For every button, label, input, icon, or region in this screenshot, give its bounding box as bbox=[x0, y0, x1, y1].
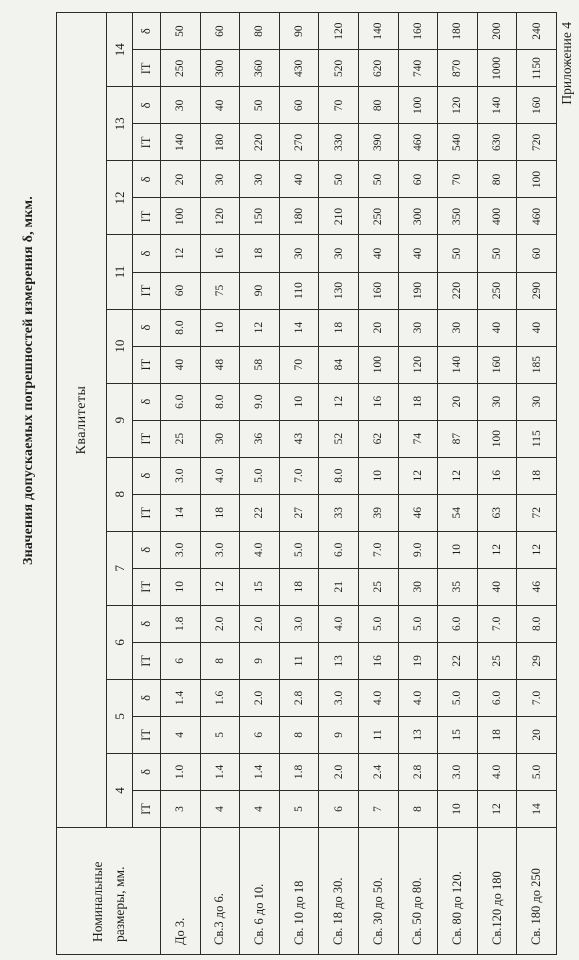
delta-value-cell: 18 bbox=[240, 235, 280, 272]
it-value-cell: 160 bbox=[477, 346, 517, 383]
delta-value-cell: 30 bbox=[477, 383, 517, 420]
it-value-cell: 190 bbox=[398, 272, 438, 309]
it-value-cell: 11 bbox=[279, 642, 319, 679]
row-label: Св. 50 до 80. bbox=[398, 828, 438, 955]
delta-value-cell: 140 bbox=[358, 13, 398, 50]
grade-header: 5 bbox=[107, 679, 133, 753]
it-value-cell: 6 bbox=[240, 716, 280, 753]
it-value-cell: 1000 bbox=[477, 50, 517, 87]
delta-value-cell: 60 bbox=[398, 161, 438, 198]
delta-value-cell: 8.0 bbox=[161, 309, 201, 346]
nominal-size-header: Номинальные размеры, мм. bbox=[57, 828, 161, 955]
it-value-cell: 460 bbox=[517, 198, 557, 235]
it-value-cell: 25 bbox=[477, 642, 517, 679]
delta-value-cell: 2.8 bbox=[279, 679, 319, 716]
delta-value-cell: 3.0 bbox=[279, 605, 319, 642]
delta-value-cell: 16 bbox=[200, 235, 240, 272]
header-row-grades bbox=[107, 13, 133, 955]
table-row bbox=[240, 13, 280, 955]
it-value-cell: 360 bbox=[240, 50, 280, 87]
delta-value-cell: 50 bbox=[438, 235, 478, 272]
it-value-cell: 74 bbox=[398, 420, 438, 457]
delta-value-cell: 60 bbox=[279, 87, 319, 124]
grade-header: 13 bbox=[107, 87, 133, 161]
grade-header: 11 bbox=[107, 235, 133, 309]
it-value-cell: 58 bbox=[240, 346, 280, 383]
table-row bbox=[161, 13, 201, 955]
delta-value-cell: 7.0 bbox=[517, 679, 557, 716]
delta-value-cell: 30 bbox=[517, 383, 557, 420]
it-value-cell: 39 bbox=[358, 494, 398, 531]
it-value-cell: 620 bbox=[358, 50, 398, 87]
delta-value-cell: 120 bbox=[319, 13, 359, 50]
delta-value-cell: 8.0 bbox=[319, 457, 359, 494]
it-value-cell: 110 bbox=[279, 272, 319, 309]
it-value-cell: 16 bbox=[358, 642, 398, 679]
delta-value-cell: 50 bbox=[319, 161, 359, 198]
delta-value-cell: 5.0 bbox=[517, 753, 557, 790]
subheader-it: IT bbox=[133, 346, 161, 383]
delta-value-cell: 40 bbox=[358, 235, 398, 272]
it-value-cell: 3 bbox=[161, 790, 201, 827]
it-value-cell: 12 bbox=[200, 568, 240, 605]
delta-value-cell: 100 bbox=[398, 87, 438, 124]
it-value-cell: 5 bbox=[279, 790, 319, 827]
it-value-cell: 100 bbox=[161, 198, 201, 235]
delta-value-cell: 8.0 bbox=[200, 383, 240, 420]
delta-value-cell: 18 bbox=[517, 457, 557, 494]
it-value-cell: 10 bbox=[438, 790, 478, 827]
delta-value-cell: 30 bbox=[438, 309, 478, 346]
grade-header: 10 bbox=[107, 309, 133, 383]
it-value-cell: 390 bbox=[358, 124, 398, 161]
it-value-cell: 130 bbox=[319, 272, 359, 309]
it-value-cell: 75 bbox=[200, 272, 240, 309]
it-value-cell: 8 bbox=[398, 790, 438, 827]
subheader-delta: δ bbox=[133, 605, 161, 642]
it-value-cell: 35 bbox=[438, 568, 478, 605]
delta-value-cell: 1.0 bbox=[161, 753, 201, 790]
it-value-cell: 120 bbox=[200, 198, 240, 235]
it-value-cell: 150 bbox=[240, 198, 280, 235]
table-row bbox=[200, 13, 240, 955]
it-value-cell: 115 bbox=[517, 420, 557, 457]
delta-value-cell: 10 bbox=[279, 383, 319, 420]
it-value-cell: 5 bbox=[200, 716, 240, 753]
it-value-cell: 430 bbox=[279, 50, 319, 87]
it-value-cell: 29 bbox=[517, 642, 557, 679]
delta-value-cell: 3.0 bbox=[319, 679, 359, 716]
row-label: До 3. bbox=[161, 828, 201, 955]
it-value-cell: 90 bbox=[240, 272, 280, 309]
row-label: Св.120 до 180 bbox=[477, 828, 517, 955]
delta-value-cell: 7.0 bbox=[477, 605, 517, 642]
delta-value-cell: 2.0 bbox=[200, 605, 240, 642]
delta-value-cell: 9.0 bbox=[240, 383, 280, 420]
delta-value-cell: 12 bbox=[240, 309, 280, 346]
it-value-cell: 60 bbox=[161, 272, 201, 309]
tolerance-table bbox=[56, 12, 557, 955]
delta-value-cell: 60 bbox=[200, 13, 240, 50]
subheader-it: IT bbox=[133, 50, 161, 87]
it-value-cell: 30 bbox=[398, 568, 438, 605]
it-value-cell: 87 bbox=[438, 420, 478, 457]
it-value-cell: 9 bbox=[319, 716, 359, 753]
delta-value-cell: 4.0 bbox=[319, 605, 359, 642]
delta-value-cell: 6.0 bbox=[438, 605, 478, 642]
table-row bbox=[358, 13, 398, 955]
it-value-cell: 8 bbox=[200, 642, 240, 679]
it-value-cell: 100 bbox=[358, 346, 398, 383]
delta-value-cell: 30 bbox=[240, 161, 280, 198]
it-value-cell: 22 bbox=[240, 494, 280, 531]
row-label: Св.3 до 6. bbox=[200, 828, 240, 955]
delta-value-cell: 40 bbox=[517, 309, 557, 346]
delta-value-cell: 1.4 bbox=[200, 753, 240, 790]
row-label: Св. 30 до 50. bbox=[358, 828, 398, 955]
delta-value-cell: 70 bbox=[438, 161, 478, 198]
it-value-cell: 14 bbox=[517, 790, 557, 827]
delta-value-cell: 40 bbox=[200, 87, 240, 124]
delta-value-cell: 2.0 bbox=[240, 679, 280, 716]
it-value-cell: 210 bbox=[319, 198, 359, 235]
it-value-cell: 30 bbox=[200, 420, 240, 457]
delta-value-cell: 10 bbox=[200, 309, 240, 346]
delta-value-cell: 80 bbox=[358, 87, 398, 124]
it-value-cell: 720 bbox=[517, 124, 557, 161]
it-value-cell: 300 bbox=[200, 50, 240, 87]
it-value-cell: 33 bbox=[319, 494, 359, 531]
table-row bbox=[279, 13, 319, 955]
it-value-cell: 70 bbox=[279, 346, 319, 383]
delta-value-cell: 7.0 bbox=[358, 531, 398, 568]
subheader-delta: δ bbox=[133, 679, 161, 716]
it-value-cell: 54 bbox=[438, 494, 478, 531]
delta-value-cell: 50 bbox=[161, 13, 201, 50]
delta-value-cell: 4.0 bbox=[477, 753, 517, 790]
it-value-cell: 460 bbox=[398, 124, 438, 161]
delta-value-cell: 120 bbox=[438, 87, 478, 124]
delta-value-cell: 70 bbox=[319, 87, 359, 124]
grade-header: 8 bbox=[107, 457, 133, 531]
delta-value-cell: 160 bbox=[398, 13, 438, 50]
it-value-cell: 6 bbox=[161, 642, 201, 679]
delta-value-cell: 12 bbox=[319, 383, 359, 420]
it-value-cell: 52 bbox=[319, 420, 359, 457]
delta-value-cell: 30 bbox=[279, 235, 319, 272]
delta-value-cell: 6.0 bbox=[161, 383, 201, 420]
subheader-it: IT bbox=[133, 790, 161, 827]
it-value-cell: 62 bbox=[358, 420, 398, 457]
delta-value-cell: 1.8 bbox=[279, 753, 319, 790]
delta-value-cell: 5.0 bbox=[358, 605, 398, 642]
table-head bbox=[57, 13, 161, 955]
it-value-cell: 270 bbox=[279, 124, 319, 161]
it-value-cell: 400 bbox=[477, 198, 517, 235]
it-value-cell: 330 bbox=[319, 124, 359, 161]
it-value-cell: 290 bbox=[517, 272, 557, 309]
delta-value-cell: 12 bbox=[398, 457, 438, 494]
it-value-cell: 185 bbox=[517, 346, 557, 383]
grade-header: 6 bbox=[107, 605, 133, 679]
delta-value-cell: 30 bbox=[319, 235, 359, 272]
it-value-cell: 540 bbox=[438, 124, 478, 161]
delta-value-cell: 60 bbox=[517, 235, 557, 272]
row-label: Св. 10 до 18 bbox=[279, 828, 319, 955]
table-row bbox=[319, 13, 359, 955]
subheader-it: IT bbox=[133, 716, 161, 753]
delta-value-cell: 4.0 bbox=[240, 531, 280, 568]
it-value-cell: 12 bbox=[477, 790, 517, 827]
delta-value-cell: 16 bbox=[477, 457, 517, 494]
it-value-cell: 14 bbox=[161, 494, 201, 531]
it-value-cell: 250 bbox=[358, 198, 398, 235]
delta-value-cell: 5.0 bbox=[240, 457, 280, 494]
it-value-cell: 250 bbox=[161, 50, 201, 87]
it-value-cell: 140 bbox=[161, 124, 201, 161]
table-body bbox=[161, 13, 557, 955]
it-value-cell: 180 bbox=[279, 198, 319, 235]
it-value-cell: 160 bbox=[358, 272, 398, 309]
subheader-delta: δ bbox=[133, 87, 161, 124]
it-value-cell: 40 bbox=[161, 346, 201, 383]
it-value-cell: 220 bbox=[240, 124, 280, 161]
it-value-cell: 27 bbox=[279, 494, 319, 531]
delta-value-cell: 1.8 bbox=[161, 605, 201, 642]
delta-value-cell: 12 bbox=[517, 531, 557, 568]
row-label: Св. 180 до 250 bbox=[517, 828, 557, 955]
subheader-it: IT bbox=[133, 272, 161, 309]
delta-value-cell: 5.0 bbox=[279, 531, 319, 568]
delta-value-cell: 200 bbox=[477, 13, 517, 50]
delta-value-cell: 20 bbox=[438, 383, 478, 420]
delta-value-cell: 4.0 bbox=[200, 457, 240, 494]
it-value-cell: 350 bbox=[438, 198, 478, 235]
it-value-cell: 120 bbox=[398, 346, 438, 383]
it-value-cell: 740 bbox=[398, 50, 438, 87]
it-value-cell: 84 bbox=[319, 346, 359, 383]
it-value-cell: 4 bbox=[200, 790, 240, 827]
delta-value-cell: 1.4 bbox=[240, 753, 280, 790]
delta-value-cell: 4.0 bbox=[358, 679, 398, 716]
it-value-cell: 46 bbox=[398, 494, 438, 531]
delta-value-cell: 16 bbox=[358, 383, 398, 420]
delta-value-cell: 50 bbox=[477, 235, 517, 272]
delta-value-cell: 5.0 bbox=[438, 679, 478, 716]
it-value-cell: 520 bbox=[319, 50, 359, 87]
row-label: Св. 80 до 120. bbox=[438, 828, 478, 955]
delta-value-cell: 50 bbox=[358, 161, 398, 198]
delta-value-cell: 90 bbox=[279, 13, 319, 50]
delta-value-cell: 8.0 bbox=[517, 605, 557, 642]
subheader-it: IT bbox=[133, 494, 161, 531]
delta-value-cell: 6.0 bbox=[477, 679, 517, 716]
it-value-cell: 18 bbox=[477, 716, 517, 753]
delta-value-cell: 12 bbox=[477, 531, 517, 568]
it-value-cell: 11 bbox=[358, 716, 398, 753]
grade-header: 7 bbox=[107, 531, 133, 605]
subheader-it: IT bbox=[133, 124, 161, 161]
it-value-cell: 9 bbox=[240, 642, 280, 679]
it-value-cell: 6 bbox=[319, 790, 359, 827]
subheader-delta: δ bbox=[133, 161, 161, 198]
it-value-cell: 13 bbox=[398, 716, 438, 753]
it-value-cell: 18 bbox=[200, 494, 240, 531]
delta-value-cell: 40 bbox=[398, 235, 438, 272]
delta-value-cell: 2.4 bbox=[358, 753, 398, 790]
delta-value-cell: 18 bbox=[398, 383, 438, 420]
it-value-cell: 25 bbox=[161, 420, 201, 457]
it-value-cell: 46 bbox=[517, 568, 557, 605]
subheader-it: IT bbox=[133, 642, 161, 679]
subheader-delta: δ bbox=[133, 531, 161, 568]
delta-value-cell: 2.0 bbox=[319, 753, 359, 790]
it-value-cell: 140 bbox=[438, 346, 478, 383]
delta-value-cell: 160 bbox=[517, 87, 557, 124]
table-title: Значения допускаемых погрешностей измерения δ, мкм. bbox=[21, 196, 36, 565]
delta-value-cell: 1.4 bbox=[161, 679, 201, 716]
delta-value-cell: 30 bbox=[200, 161, 240, 198]
delta-value-cell: 40 bbox=[477, 309, 517, 346]
subheader-delta: δ bbox=[133, 309, 161, 346]
subheader-it: IT bbox=[133, 568, 161, 605]
table-row bbox=[517, 13, 557, 955]
subheader-delta: δ bbox=[133, 235, 161, 272]
delta-value-cell: 100 bbox=[517, 161, 557, 198]
subheader-delta: δ bbox=[133, 13, 161, 50]
grade-header: 12 bbox=[107, 161, 133, 235]
it-value-cell: 100 bbox=[477, 420, 517, 457]
delta-value-cell: 6.0 bbox=[319, 531, 359, 568]
delta-value-cell: 3.0 bbox=[438, 753, 478, 790]
delta-value-cell: 10 bbox=[358, 457, 398, 494]
delta-value-cell: 140 bbox=[477, 87, 517, 124]
subheader-delta: δ bbox=[133, 753, 161, 790]
delta-value-cell: 80 bbox=[240, 13, 280, 50]
it-value-cell: 22 bbox=[438, 642, 478, 679]
it-value-cell: 19 bbox=[398, 642, 438, 679]
delta-value-cell: 12 bbox=[438, 457, 478, 494]
delta-value-cell: 7.0 bbox=[279, 457, 319, 494]
it-value-cell: 15 bbox=[240, 568, 280, 605]
subheader-delta: δ bbox=[133, 457, 161, 494]
it-value-cell: 220 bbox=[438, 272, 478, 309]
delta-value-cell: 30 bbox=[161, 87, 201, 124]
it-value-cell: 21 bbox=[319, 568, 359, 605]
it-value-cell: 18 bbox=[279, 568, 319, 605]
it-value-cell: 1150 bbox=[517, 50, 557, 87]
it-value-cell: 13 bbox=[319, 642, 359, 679]
row-label: Св. 18 до 30. bbox=[319, 828, 359, 955]
delta-value-cell: 18 bbox=[319, 309, 359, 346]
delta-value-cell: 2.0 bbox=[240, 605, 280, 642]
it-value-cell: 630 bbox=[477, 124, 517, 161]
subheader-delta: δ bbox=[133, 383, 161, 420]
grade-header: 4 bbox=[107, 753, 133, 827]
it-value-cell: 4 bbox=[161, 716, 201, 753]
appendix-label: Приложение 4 bbox=[559, 22, 574, 105]
it-value-cell: 870 bbox=[438, 50, 478, 87]
grade-header: 9 bbox=[107, 383, 133, 457]
delta-value-cell: 240 bbox=[517, 13, 557, 50]
grade-header: 14 bbox=[107, 13, 133, 87]
it-value-cell: 15 bbox=[438, 716, 478, 753]
header-row-group bbox=[57, 13, 107, 955]
table-row bbox=[477, 13, 517, 955]
delta-value-cell: 9.0 bbox=[398, 531, 438, 568]
header-row-subheaders bbox=[133, 13, 161, 955]
delta-value-cell: 80 bbox=[477, 161, 517, 198]
it-value-cell: 8 bbox=[279, 716, 319, 753]
delta-value-cell: 180 bbox=[438, 13, 478, 50]
delta-value-cell: 12 bbox=[161, 235, 201, 272]
it-value-cell: 250 bbox=[477, 272, 517, 309]
delta-value-cell: 4.0 bbox=[398, 679, 438, 716]
it-value-cell: 43 bbox=[279, 420, 319, 457]
table-row bbox=[398, 13, 438, 955]
delta-value-cell: 50 bbox=[240, 87, 280, 124]
it-value-cell: 63 bbox=[477, 494, 517, 531]
delta-value-cell: 30 bbox=[398, 309, 438, 346]
it-value-cell: 40 bbox=[477, 568, 517, 605]
it-value-cell: 7 bbox=[358, 790, 398, 827]
it-value-cell: 36 bbox=[240, 420, 280, 457]
it-value-cell: 25 bbox=[358, 568, 398, 605]
subheader-it: IT bbox=[133, 420, 161, 457]
delta-value-cell: 20 bbox=[358, 309, 398, 346]
row-label: Св. 6 до 10. bbox=[240, 828, 280, 955]
qualitet-group-header: Квалитеты bbox=[57, 13, 107, 828]
delta-value-cell: 14 bbox=[279, 309, 319, 346]
delta-value-cell: 10 bbox=[438, 531, 478, 568]
delta-value-cell: 5.0 bbox=[398, 605, 438, 642]
it-value-cell: 180 bbox=[200, 124, 240, 161]
delta-value-cell: 2.8 bbox=[398, 753, 438, 790]
it-value-cell: 72 bbox=[517, 494, 557, 531]
it-value-cell: 10 bbox=[161, 568, 201, 605]
it-value-cell: 20 bbox=[517, 716, 557, 753]
table-row bbox=[438, 13, 478, 955]
delta-value-cell: 3.0 bbox=[200, 531, 240, 568]
subheader-it: IT bbox=[133, 198, 161, 235]
it-value-cell: 48 bbox=[200, 346, 240, 383]
delta-value-cell: 3.0 bbox=[161, 457, 201, 494]
delta-value-cell: 1.6 bbox=[200, 679, 240, 716]
it-value-cell: 300 bbox=[398, 198, 438, 235]
delta-value-cell: 3.0 bbox=[161, 531, 201, 568]
delta-value-cell: 40 bbox=[279, 161, 319, 198]
it-value-cell: 4 bbox=[240, 790, 280, 827]
delta-value-cell: 20 bbox=[161, 161, 201, 198]
